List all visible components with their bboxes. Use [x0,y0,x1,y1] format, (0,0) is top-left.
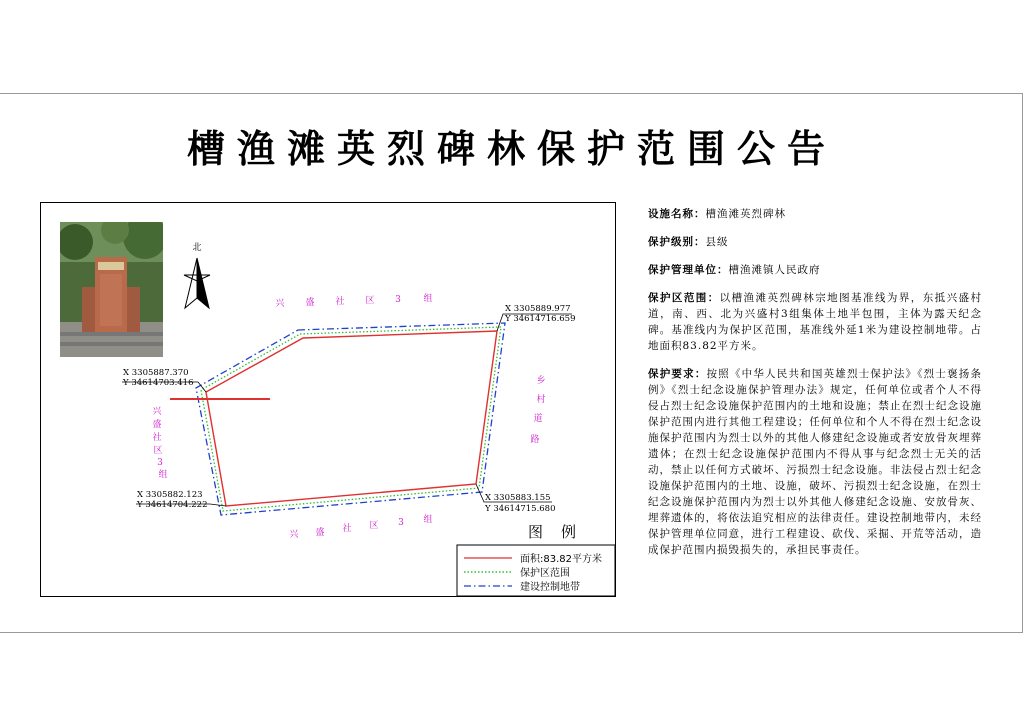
label-left-5: 3 [157,458,163,468]
label-bottom-6: 组 [423,515,433,525]
label-bottom-4: 区 [369,521,379,531]
protection-zone-boundary [201,327,501,511]
info-requirements [648,366,982,558]
coord-ne-x: X 3305889.977 [505,304,571,314]
coord-nw-y: Y 34614703.416 [123,378,194,388]
label-bottom-1: 兴 [289,530,299,540]
label-bottom-5: 3 [398,518,404,528]
info-level-label: 保护级别： [648,236,706,248]
coord-se-x: X 3305883.155 [485,493,551,503]
label-right-1: 乡 [536,376,546,386]
label-top-5: 3 [395,295,401,305]
coord-se-y: Y 34614715.680 [485,504,556,514]
legend-label-protection: 保护区范围 [520,568,570,579]
coord-nw-x: X 3305887.370 [123,368,189,378]
info-req-label: 保护要求： [648,368,707,380]
info-name-value: 槽渔滩英烈碑林 [705,208,786,220]
label-bottom-3: 社 [342,524,352,534]
label-left-3: 社 [152,433,162,443]
legend-label-control: 建设控制地带 [520,582,580,593]
label-right-4: 路 [530,435,540,445]
label-top-4: 区 [365,296,375,306]
label-left-6: 组 [158,470,168,480]
north-label: 北 [192,243,202,253]
info-range [648,290,982,354]
label-top-2: 盛 [305,298,315,308]
info-range-label: 保护区范围： [648,292,720,304]
info-name [648,206,982,222]
label-right-3: 道 [533,414,543,424]
info-panel [648,206,982,570]
coord-sw-x: X 3305882.123 [137,490,203,500]
label-top-1: 兴 [275,299,285,309]
label-left-4: 区 [153,446,163,456]
label-left-1: 兴 [152,407,162,417]
page-title: 槽渔滩英烈碑林保护范围公告 [186,126,837,171]
label-top-6: 组 [423,294,433,304]
legend-title: 图例 [528,523,595,541]
coord-ne-y: Y 34614716.659 [505,314,576,324]
info-unit-value: 槽渔滩镇人民政府 [728,264,821,276]
info-level-value: 县级 [705,236,729,248]
label-right-2: 村 [536,395,546,405]
coord-sw-y: Y 34614704.222 [137,500,208,510]
info-range-text: 以槽渔滩英烈碑林宗地图基准线为界，东抵兴盛村道，南、西、北为兴盛村3组集体土地半包围，主体为露天纪念碑。基准线内为保护区范围，基准线外延1米为建设控制地带。占地面积83.82平方米。 [648,292,983,352]
info-name-label: 设施名称： [648,208,706,220]
label-bottom-2: 盛 [315,528,325,538]
label-left-2: 盛 [152,420,162,430]
info-unit [648,262,982,278]
info-level [648,234,982,250]
legend [457,523,615,596]
legend-label-area: 面积:83.82平方米 [520,554,602,565]
north-arrow-icon [184,258,210,308]
info-req-text: 按照《中华人民共和国英雄烈士保护法》《烈士褒扬条例》《烈士纪念设施保护管理办法》规定，任何单位或者个人不得侵占烈士纪念设施保护范围内的土地和设施；禁止在烈士纪念设施保护范围内进行其他工程建设；任何单位和个人不得在烈士纪念设施保护范围内为烈士以外的其他人修建纪念设施或者安放骨灰埋葬遗体；在烈士纪念设施保护范围内不得从事与纪念烈士无关的活动，禁止以任何方式破坏、污损烈士纪念设施。非法侵占烈士纪念设施保护范围内的土地、设施，破坏、污损烈士纪念设施，在烈士纪念设施保护范围内为烈士以外其他人修建纪念设施、安放骨灰、埋葬遗体的，将依法追究相应的法律责任。建设控制地带内，未经保护管理单位同意，进行工程建设、砍伐、采掘、开荒等活动，造成保护范围内损毁损失的，承担民事责任。 [648,368,983,556]
info-unit-label: 保护管理单位： [648,264,729,276]
label-top-3: 社 [335,297,345,307]
